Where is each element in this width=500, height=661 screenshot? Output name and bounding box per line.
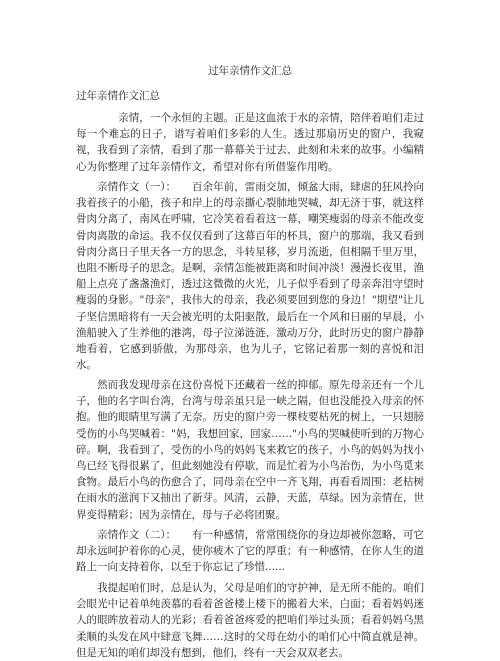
essay-one-paragraph: 亲情作文（一）： 百余年前，雷雨交加，倾盆大雨，肆虐的狂风拎向我着孩子的小船，孩子和岸上的母亲撕心裂肺地哭喊，却无济于事，就这样骨肉分离了，南风在呼啸，它冷笑着看着这一幕，嘲笑瘦弱的母亲不能改变骨肉离散的命运。我不仅仅看到了这幕百年的杯具，窗户的那端，我又看到骨肉分离日子里天各一方的思念，斗转星移，岁月流逝，但相隔千里万里，也阻不断母子的思念。是啊，亲情怎能被距离和时间冲淡！漫漫长夜里，渔船上点亮了盏盏渔灯，透过这微微的火光，儿子似乎看到了母亲奔泪守望时瘦弱的身影。"母亲"，我伟大的母亲，我必须要回到您的身边！"期望"让儿子坚信黑暗将有一天会被光明的太阳驱散，最后在一个风和日丽的早晨，小渔船驶入了生养他的港湾，母子泣涕涟涟，激动万分，此时历史的窗户静静地看着，它感到骄傲，为那母亲，也为儿子，它铭记着那一刻的喜悦和泪水。 [76,181,424,372]
intro-paragraph: 亲情，一个永恒的主题。正是这血浓于水的亲情，陪伴着咱们走过每一个难忘的日子，谱写着咱们多彩的人生。透过那扇历史的窗户，我窥视，我看到了亲情，看到了那一幕幕关于过去、此刻和未来的故事。小编精心为你整理了过年亲情作文，希望对你有所借鉴作用哟。 [76,112,424,173]
essay-one-continued-paragraph: 然而我发现母亲在这份喜悦下还藏着一丝的抑郁。原先母亲还有一个儿子，他的名字叫台湾，台湾与母亲虽只是一峡之隔，但也没能投入母亲的怀抱。他的眼睛里写满了无奈。历史的窗户旁一棵枝要枯死的树上，一只翅膀受伤的小鸟哭喊着："妈，我想回家，回家……"小鸟的哭喊使听到的万物心碎。啊，我看到了，受伤的小鸟的妈妈飞来救它的孩子，小鸟的妈妈为找小鸟已经飞得很累了，但此刻她没有停歇，而是忙着为小鸟治伤，为小鸟觅来食物。最后小鸟的伤愈合了，同母亲在空中一齐飞翔，再看看周围：老枯树在雨水的滋润下又抽出了新芽。风清，云静，天蓝，草绿。因为亲情在，世界变得精彩；因为亲情在，母与子必将团聚。 [76,379,424,521]
document-title: 过年亲情作文汇总 [208,65,292,77]
essay-two-continued-paragraph: 我提起咱们时，总是认为，父母是咱们的守护神，是无所不能的。咱们会眼光中记着单纯羡慕的看着爸爸楼上楼下的搬着大米，白面；看着妈妈迷人的眼眸放着动人的光彩；看着爸爸疼爱的把咱们举过头顶；看着妈妈乌黑柔顺的头发在风中肆意飞舞……这时的父母在幼小的咱们心中简直就是神。但是无知的咱们却没有想到，他们，终有一天会双双老去。 [76,582,424,659]
document-subtitle: 过年亲情作文汇总 [76,90,160,102]
essay-two-paragraph: 亲情作文（二）： 有一种感情，常常围绕你的身边却被你忽略，可它却永远呵护着你的心灵，使你疲木了它的厚重；有一种感情，在你人生的道路上一向支持着你，以至于你忘记了珍惜...... [76,529,424,574]
